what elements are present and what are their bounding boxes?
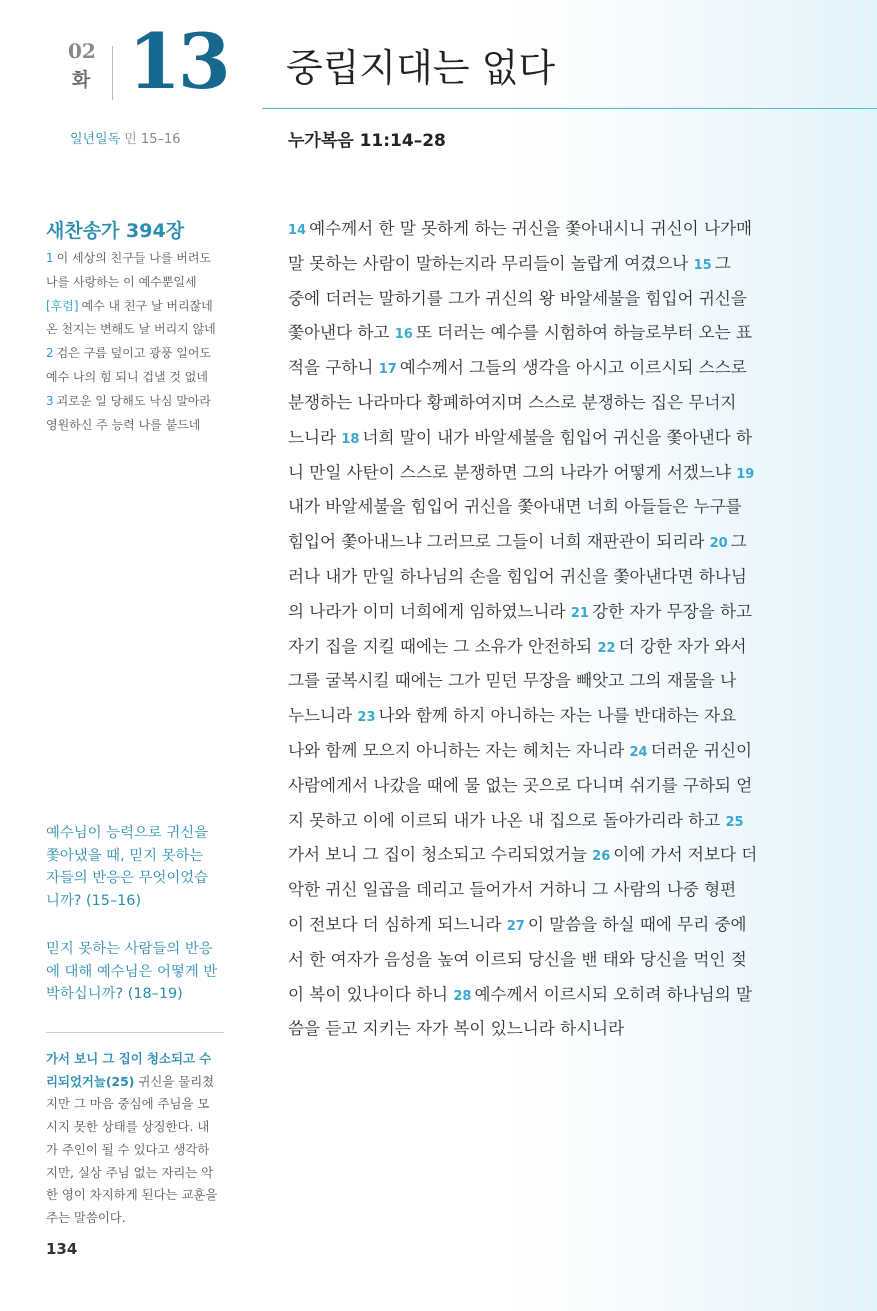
title-underline	[262, 108, 877, 109]
scripture-line	[288, 386, 808, 421]
verse-text: 분쟁하는 나라마다 황폐하여지며 스스로 분쟁하는 집은 무너지	[288, 392, 737, 412]
verse-text: 나와 함께 하지 아니하는 자는 나를 반대하는 자요	[378, 706, 737, 726]
scripture-line	[288, 630, 808, 665]
verse-number: 28	[453, 988, 472, 1004]
hymn-line-text: 검은 구름 덮이고 광풍 일어도	[56, 346, 212, 361]
verse-text: 그	[730, 532, 747, 552]
note-divider	[46, 1032, 224, 1033]
scripture-reference: 누가복음 11:14–28	[288, 131, 446, 151]
note-line: 지만, 실상 주님 없는 자리는 악	[46, 1164, 214, 1180]
scripture-line	[288, 595, 808, 630]
verse-number: 19	[736, 466, 755, 482]
verse-text: 사람에게서 나갔을 때에 물 없는 곳으로 다니며 쉬기를 구하되 얻	[288, 775, 753, 795]
hymn-line	[46, 247, 246, 271]
question-line: 예수님이 능력으로 귀신을	[46, 825, 209, 841]
note-line: 주는 말씀이다.	[46, 1209, 126, 1225]
verse-text: 나와 함께 모으지 아니하는 자는 헤치는 자니라	[288, 740, 630, 760]
verse-text: 말 못하는 사람이 말하는지라 무리들이 놀랍게 여겼으나	[288, 253, 694, 273]
verse-text: 힘입어 쫓아내느냐 그러므로 그들이 너희 재판관이 되리라	[288, 532, 710, 552]
verse-text: 러나 내가 만일 하나님의 손을 힘입어 귀신을 쫓아낸다면 하나님	[288, 566, 747, 586]
verse-text: 이에 가서 저보다 더	[613, 845, 758, 865]
month-label	[68, 40, 94, 91]
hymn-verse-number: [후렴]	[46, 298, 79, 313]
verse-text: 내가 바알세불을 힘입어 귀신을 쫓아내면 너희 아들들은 누구를	[288, 497, 742, 517]
hymn-verse-number: 2	[46, 346, 54, 361]
reading-plan-range: 민 15–16	[124, 132, 181, 147]
verse-number: 15	[693, 257, 712, 273]
verse-number: 16	[394, 327, 413, 343]
scripture-line	[288, 943, 808, 978]
scripture-line	[288, 1012, 808, 1047]
scripture-line	[288, 873, 808, 908]
verse-text: 의 나라가 이미 너희에게 임하였느니라	[288, 601, 571, 621]
page-number: 134	[46, 1240, 78, 1258]
question-line: 쫓아냈을 때, 믿지 못하는	[46, 847, 204, 864]
scripture-line	[288, 525, 808, 560]
hymn-lyrics	[46, 247, 246, 437]
scripture-line	[288, 664, 808, 699]
date-divider	[112, 46, 113, 100]
commentary-note	[46, 1048, 246, 1230]
verse-text: 쫓아낸다 하고	[288, 323, 395, 343]
month-number: 02	[68, 39, 96, 63]
hymn-line	[46, 390, 246, 414]
hymn-line	[46, 318, 246, 342]
hymn-line-text: 예수 나의 힘 되니 겁낼 것 없네	[46, 369, 208, 384]
note-line	[46, 1071, 246, 1094]
verse-text: 또 더러는 예수를 시험하여 하늘로부터 오는 표	[415, 323, 753, 343]
verse-text: 지 못하고 이에 이르되 내가 나온 내 집으로 돌아가리라 하고	[288, 810, 726, 830]
verse-number: 25	[725, 814, 744, 830]
hymn-line	[46, 414, 246, 438]
scripture-line	[288, 804, 808, 839]
scripture-line	[288, 908, 808, 943]
verse-text: 너희 말이 내가 바알세불을 힘입어 귀신을 쫓아낸다 하	[362, 427, 753, 447]
hymn-line	[46, 295, 246, 319]
question-2	[46, 938, 246, 1006]
note-highlight: 가서 보니 그 집이 청소되고 수	[46, 1051, 212, 1066]
reading-plan-label: 일년일독	[70, 132, 121, 147]
note-line: 가 주인이 될 수 있다고 생각하	[46, 1141, 210, 1157]
hymn-line-text: 온 천지는 변해도 날 버리지 않네	[46, 322, 216, 337]
hymn-line-text: 나를 사랑하는 이 예수뿐일세	[46, 274, 197, 289]
note-highlight: 리되었거늘(25)	[46, 1073, 135, 1089]
scripture-line	[288, 316, 808, 351]
month-suffix: 화	[71, 69, 91, 91]
verse-number: 18	[341, 431, 360, 447]
day-number: 13	[128, 17, 228, 106]
verse-text: 느니라	[288, 427, 342, 447]
question-1	[46, 822, 246, 912]
hymn-line-text: 괴로운 일 당해도 낙심 말아라	[56, 393, 212, 408]
verse-text: 예수께서 그들의 생각을 아시고 이르시되 스스로	[399, 358, 747, 378]
hymn-line-text: 이 세상의 친구들 나를 버려도	[56, 251, 212, 265]
hymn-line	[46, 366, 246, 390]
scripture-line	[288, 490, 808, 525]
scripture-line	[288, 212, 808, 247]
question-line: 에 대해 예수님은 어떻게 반	[46, 963, 218, 980]
scripture-line	[288, 978, 808, 1013]
hymn-title: 새찬송가 394장	[46, 220, 185, 242]
verse-number: 21	[570, 605, 589, 621]
verse-text: 그를 굴복시킬 때에는 그가 믿던 무장을 빼앗고 그의 재물을 나	[288, 671, 737, 691]
scripture-line	[288, 456, 808, 491]
question-line: 자들의 반응은 무엇이었습	[46, 870, 209, 886]
verse-text: 누느니라	[288, 706, 358, 726]
scripture-line	[288, 838, 808, 873]
verse-text: 씀을 듣고 지키는 자가 복이 있느니라 하시니라	[288, 1019, 625, 1039]
verse-text: 강한 자가 무장을 하고	[591, 601, 753, 621]
verse-text: 예수께서 한 말 못하게 하는 귀신을 쫓아내시니 귀신이 나가매	[309, 219, 753, 238]
verse-text: 이 말씀을 하실 때에 무리 중에	[527, 914, 747, 934]
verse-text: 악한 귀신 일곱을 데리고 들어가서 거하니 그 사람의 나중 형편	[288, 880, 737, 900]
verse-text: 중에 더러는 말하기를 그가 귀신의 왕 바알세불을 힘입어 귀신을	[288, 288, 747, 308]
scripture-line	[288, 769, 808, 804]
verse-number: 27	[506, 918, 525, 934]
hymn-verse-number: 3	[46, 393, 54, 408]
scripture-line	[288, 699, 808, 734]
reading-plan	[70, 128, 181, 147]
verse-number: 24	[629, 744, 648, 760]
verse-text: 이 복이 있나이다 하니	[288, 984, 454, 1004]
verse-text: 니 만일 사탄이 스스로 분쟁하면 그의 나라가 어떻게 서겠느냐	[288, 462, 737, 482]
verse-text: 예수께서 이르시되 오히려 하나님의 말	[474, 984, 753, 1004]
hymn-verse-number: 1	[46, 251, 54, 265]
verse-text: 서 한 여자가 음성을 높여 이르되 당신을 밴 태와 당신을 먹인 젖	[288, 949, 747, 969]
verse-number: 26	[592, 849, 611, 865]
verse-text: 가서 보니 그 집이 청소되고 수리되었거늘	[288, 845, 593, 865]
question-line: 박하십니까? (18–19)	[46, 986, 183, 1002]
verse-number: 22	[597, 640, 616, 656]
scripture-text	[288, 212, 808, 1047]
hymn-line	[46, 271, 246, 295]
hymn-line-text: 영원하신 주 능력 나를 붙드네	[46, 417, 201, 432]
verse-number: 17	[378, 362, 397, 378]
scripture-line	[288, 282, 808, 317]
verse-number: 23	[357, 710, 376, 726]
verse-text: 이 전보다 더 심하게 되느니라	[288, 914, 507, 934]
question-line: 믿지 못하는 사람들의 반응	[46, 941, 213, 957]
verse-text: 더 강한 자가 와서	[618, 636, 747, 656]
note-line	[46, 1048, 246, 1071]
scripture-line	[288, 421, 808, 456]
note-text: 귀신을 물리쳤	[138, 1073, 215, 1089]
note-line: 시지 못한 상태를 상징한다. 내	[46, 1119, 210, 1135]
scripture-line	[288, 351, 808, 386]
scripture-line	[288, 560, 808, 595]
verse-text: 그	[714, 253, 731, 273]
hymn-line-text: 예수 내 친구 날 버리잖네	[81, 298, 213, 313]
page-title: 중립지대는 없다	[286, 46, 556, 90]
verse-text: 적을 구하니	[288, 358, 379, 378]
verse-text: 자기 집을 지킬 때에는 그 소유가 안전하되	[288, 636, 598, 656]
verse-text: 더러운 귀신이	[650, 740, 753, 760]
scripture-line	[288, 247, 808, 282]
hymn-line	[46, 342, 246, 366]
note-line: 지만 그 마음 중심에 주님을 모	[46, 1096, 210, 1112]
verse-number: 14	[288, 223, 307, 238]
note-line: 한 영이 차지하게 된다는 교훈을	[46, 1187, 218, 1203]
scripture-line	[288, 734, 808, 769]
verse-number: 20	[709, 536, 728, 552]
question-line: 니까? (15–16)	[46, 892, 142, 909]
